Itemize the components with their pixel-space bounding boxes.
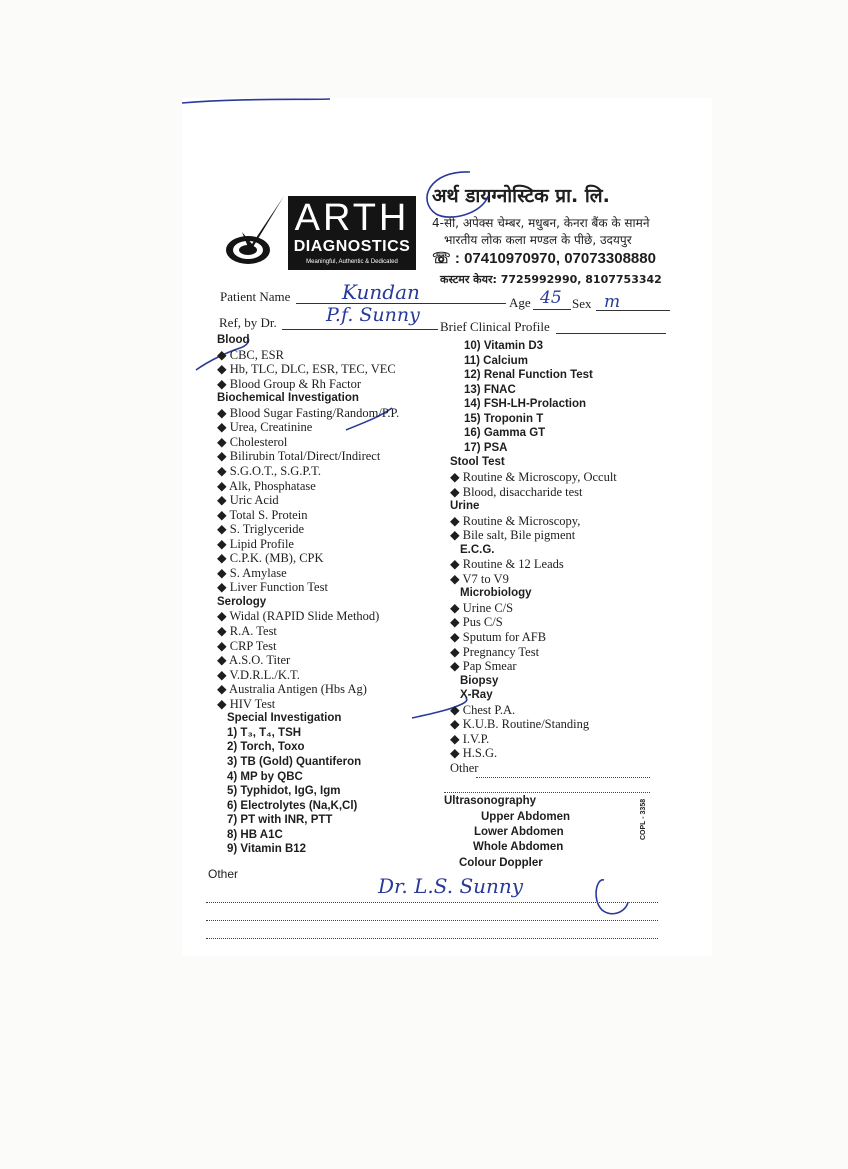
- test-item: 11) Calcium: [464, 354, 528, 367]
- test-item: ◆ Widal (RAPID Slide Method): [217, 609, 380, 624]
- test-item: ◆ Routine & Microscopy,: [450, 513, 581, 528]
- test-item: 1) T₃, T₄, TSH: [227, 726, 302, 739]
- ref-line-pen-stroke: [182, 99, 330, 103]
- test-item: 17) PSA: [464, 441, 508, 454]
- test-item: ◆ Routine & Microscopy, Occult: [450, 469, 617, 484]
- test-item: ◆ Hb, TLC, DLC, ESR, TEC, VEC: [217, 362, 396, 377]
- handwritten-signature: Dr. L.S. Sunny: [378, 874, 524, 898]
- test-item: 2) Torch, Toxo: [227, 741, 305, 754]
- test-item: 12) Renal Function Test: [464, 369, 593, 382]
- test-item: ◆ Blood Group & Rh Factor: [217, 376, 361, 391]
- company-name-hindi: अर्थ डायग्नोस्टिक प्रा. लि.: [432, 185, 610, 207]
- test-item: ◆ Pregnancy Test: [450, 644, 540, 659]
- customer-care: कस्टमर केयर: 7725992990, 8107753342: [440, 273, 662, 286]
- section-heading: Urine: [450, 500, 480, 513]
- test-item: ◆ Urea, Creatinine: [217, 420, 313, 435]
- footer-other-label: Other: [208, 867, 239, 881]
- footer-line-1: [206, 902, 658, 903]
- test-item: 7) PT with INR, PTT: [227, 814, 333, 827]
- test-item: ◆ V.D.R.L./K.T.: [217, 667, 300, 682]
- subsection-heading: Microbiology: [460, 587, 532, 600]
- test-item: ◆ CBC, ESR: [217, 347, 284, 362]
- test-item: ◆ S. Amylase: [217, 565, 287, 580]
- hindi-name-circle-mark: [427, 172, 488, 217]
- phone-numbers: ☏ : 07410970970, 07073308880: [432, 250, 656, 267]
- test-item: ◆ Alk, Phosphatase: [217, 478, 316, 493]
- ultrasonography-heading: Ultrasonography: [444, 795, 537, 807]
- usg-item: Upper Abdomen: [481, 811, 571, 823]
- age-label: Age: [509, 295, 531, 310]
- test-item: ◆ Bile salt, Bile pigment: [450, 528, 576, 543]
- logo-sub-text: DIAGNOSTICS: [293, 238, 411, 255]
- test-item: ◆ I.V.P.: [450, 731, 490, 746]
- test-item: ◆ V7 to V9: [450, 571, 509, 586]
- handwritten-sex: m: [604, 292, 621, 312]
- handwritten-age: 45: [540, 288, 562, 308]
- test-item: ◆ K.U.B. Routine/Standing: [450, 717, 590, 732]
- signature-loop-mark: [596, 880, 628, 914]
- right-other-line-2: [444, 792, 650, 793]
- test-item: ◆ H.S.G.: [450, 746, 498, 761]
- logo-tagline: Meaningful, Authentic & Dedicated: [306, 259, 398, 265]
- test-item: ◆ Bilirubin Total/Direct/Indirect: [217, 449, 381, 464]
- subsection-heading: Special Investigation: [227, 712, 342, 725]
- test-item: 10) Vitamin D3: [464, 340, 544, 352]
- test-item: ◆ Chest P.A.: [450, 702, 516, 717]
- subsection-heading: Biopsy: [460, 674, 499, 687]
- test-item: ◆ Urine C/S: [450, 600, 514, 615]
- patient-name-label: Patient Name: [220, 289, 291, 304]
- test-item: ◆ Uric Acid: [217, 493, 279, 508]
- test-item: ◆ Cholesterol: [217, 434, 288, 449]
- test-item: ◆ Lipid Profile: [217, 536, 294, 551]
- test-item: ◆ Blood Sugar Fasting/Random/P.P.: [217, 405, 400, 420]
- test-item: 3) TB (Gold) Quantiferon: [227, 755, 362, 768]
- test-item: ◆ Australia Antigen (Hbs Ag): [217, 682, 367, 697]
- ref-dr-label: Ref, by Dr.: [219, 315, 277, 330]
- test-item: ◆ S. Triglyceride: [217, 522, 305, 537]
- test-item: ◆ Total S. Protein: [217, 507, 308, 522]
- test-item: ◆ Pus C/S: [450, 615, 503, 630]
- clinical-profile-label: Brief Clinical Profile: [440, 319, 550, 334]
- test-item: ◆ Liver Function Test: [217, 580, 328, 595]
- address-line-1: 4-सी, अपेक्स चेम्बर, मधुबन, केनरा बैंक के सामने: [432, 216, 650, 230]
- test-item: 15) Troponin T: [464, 412, 544, 425]
- test-item: ◆ Pap Smear: [450, 659, 517, 674]
- test-item: ◆ Sputum for AFB: [450, 630, 547, 644]
- section-heading: Blood: [217, 334, 250, 346]
- test-item: ◆ HIV Test: [217, 696, 276, 711]
- footer-line-2: [206, 920, 658, 921]
- test-item: ◆ Routine & 12 Leads: [450, 557, 564, 572]
- usg-item: Whole Abdomen: [473, 841, 564, 853]
- handwritten-ref-dr: P.f. Sunny: [326, 304, 420, 326]
- test-item: ◆ R.A. Test: [217, 624, 277, 638]
- test-item: 5) Typhidot, IgG, Igm: [227, 785, 341, 798]
- section-heading: Serology: [217, 595, 267, 608]
- test-item: 16) Gamma GT: [464, 427, 546, 440]
- test-item: ◆ CRP Test: [217, 638, 277, 653]
- test-item: 4) MP by QBC: [227, 770, 303, 783]
- test-item: 9) Vitamin B12: [227, 843, 307, 856]
- usg-item: Colour Doppler: [459, 857, 543, 869]
- test-item: ◆ C.P.K. (MB), CPK: [217, 551, 324, 566]
- test-item: Other: [450, 760, 479, 775]
- test-item: 13) FNAC: [464, 383, 516, 396]
- subsection-heading: X-Ray: [460, 689, 493, 702]
- test-item: ◆ Blood, disaccharide test: [450, 484, 583, 499]
- usg-item: Lower Abdomen: [474, 826, 564, 838]
- address-line-2: भारतीय लोक कला मण्डल के पीछे, उदयपुर: [444, 233, 632, 247]
- test-item: 8) HB A1C: [227, 828, 283, 841]
- copl-code: COPL - 3358: [640, 798, 647, 840]
- test-item: 6) Electrolytes (Na,K,Cl): [227, 799, 358, 812]
- footer-line-3: [206, 938, 658, 939]
- section-heading: Biochemical Investigation: [217, 392, 359, 405]
- subsection-heading: E.C.G.: [460, 543, 495, 556]
- test-item: ◆ A.S.O. Titer: [217, 653, 291, 668]
- test-item: 14) FSH-LH-Prolaction: [464, 398, 587, 411]
- test-item: ◆ S.G.O.T., S.G.P.T.: [217, 463, 321, 478]
- sex-label: Sex: [572, 296, 592, 311]
- handwritten-patient-name: Kundan: [342, 280, 420, 304]
- right-other-line: [476, 777, 650, 778]
- section-heading: Stool Test: [450, 456, 505, 469]
- logo-main-text: ARTH: [294, 197, 410, 239]
